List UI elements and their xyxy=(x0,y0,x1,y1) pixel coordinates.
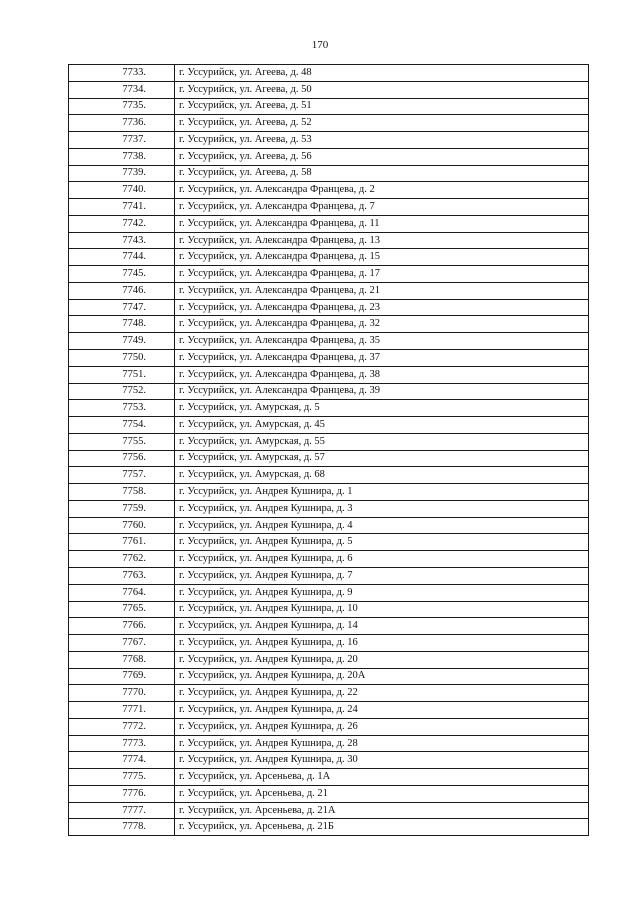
row-address: г. Уссурийск, ул. Андрея Кушнира, д. 5 xyxy=(175,534,589,551)
table-row xyxy=(69,769,589,786)
table-row xyxy=(69,98,589,115)
row-address: г. Уссурийск, ул. Александра Францева, д. 37 xyxy=(175,350,589,367)
row-address: г. Уссурийск, ул. Андрея Кушнира, д. 30 xyxy=(175,752,589,769)
row-number: 7756. xyxy=(69,450,175,467)
row-address: г. Уссурийск, ул. Андрея Кушнира, д. 24 xyxy=(175,702,589,719)
row-address: г. Уссурийск, ул. Амурская, д. 45 xyxy=(175,417,589,434)
table-row xyxy=(69,266,589,283)
row-number: 7749. xyxy=(69,333,175,350)
row-number: 7753. xyxy=(69,400,175,417)
row-number: 7777. xyxy=(69,802,175,819)
table-row xyxy=(69,433,589,450)
row-address: г. Уссурийск, ул. Андрея Кушнира, д. 3 xyxy=(175,500,589,517)
row-address: г. Уссурийск, ул. Агеева, д. 53 xyxy=(175,132,589,149)
row-address: г. Уссурийск, ул. Андрея Кушнира, д. 10 xyxy=(175,601,589,618)
row-number: 7751. xyxy=(69,366,175,383)
row-number: 7743. xyxy=(69,232,175,249)
row-address: г. Уссурийск, ул. Александра Францева, д. 35 xyxy=(175,333,589,350)
row-address: г. Уссурийск, ул. Андрея Кушнира, д. 7 xyxy=(175,567,589,584)
row-number: 7769. xyxy=(69,668,175,685)
row-number: 7778. xyxy=(69,819,175,836)
row-address: г. Уссурийск, ул. Андрея Кушнира, д. 28 xyxy=(175,735,589,752)
row-number: 7747. xyxy=(69,299,175,316)
row-address: г. Уссурийск, ул. Амурская, д. 57 xyxy=(175,450,589,467)
row-address: г. Уссурийск, ул. Александра Францева, д. 39 xyxy=(175,383,589,400)
row-address: г. Уссурийск, ул. Амурская, д. 5 xyxy=(175,400,589,417)
row-address: г. Уссурийск, ул. Андрея Кушнира, д. 20А xyxy=(175,668,589,685)
page-number: 170 xyxy=(311,39,329,51)
row-number: 7759. xyxy=(69,500,175,517)
row-address: г. Уссурийск, ул. Андрея Кушнира, д. 20 xyxy=(175,651,589,668)
row-address: г. Уссурийск, ул. Арсеньева, д. 21Б xyxy=(175,819,589,836)
table-row xyxy=(69,735,589,752)
row-number: 7755. xyxy=(69,433,175,450)
row-address: г. Уссурийск, ул. Александра Францева, д. 23 xyxy=(175,299,589,316)
row-number: 7758. xyxy=(69,484,175,501)
row-address: г. Уссурийск, ул. Александра Францева, д. 15 xyxy=(175,249,589,266)
row-address: г. Уссурийск, ул. Александра Францева, д. 2 xyxy=(175,182,589,199)
row-address: г. Уссурийск, ул. Александра Францева, д. 7 xyxy=(175,199,589,216)
table-row xyxy=(69,148,589,165)
table-row xyxy=(69,618,589,635)
table-row xyxy=(69,350,589,367)
row-number: 7742. xyxy=(69,215,175,232)
address-table-body xyxy=(69,65,589,836)
table-row xyxy=(69,366,589,383)
table-row xyxy=(69,316,589,333)
table-row xyxy=(69,567,589,584)
row-address: г. Уссурийск, ул. Андрея Кушнира, д. 22 xyxy=(175,685,589,702)
row-address: г. Уссурийск, ул. Александра Францева, д. 21 xyxy=(175,282,589,299)
table-row xyxy=(69,534,589,551)
row-address: г. Уссурийск, ул. Арсеньева, д. 1А xyxy=(175,769,589,786)
row-address: г. Уссурийск, ул. Агеева, д. 50 xyxy=(175,81,589,98)
table-row xyxy=(69,282,589,299)
row-address: г. Уссурийск, ул. Андрея Кушнира, д. 9 xyxy=(175,584,589,601)
table-row xyxy=(69,383,589,400)
row-address: г. Уссурийск, ул. Агеева, д. 48 xyxy=(175,65,589,82)
row-address: г. Уссурийск, ул. Агеева, д. 52 xyxy=(175,115,589,132)
row-address: г. Уссурийск, ул. Арсеньева, д. 21А xyxy=(175,802,589,819)
table-row xyxy=(69,115,589,132)
row-address: г. Уссурийск, ул. Андрея Кушнира, д. 16 xyxy=(175,635,589,652)
table-row xyxy=(69,752,589,769)
table-row xyxy=(69,551,589,568)
row-number: 7740. xyxy=(69,182,175,199)
row-address: г. Уссурийск, ул. Агеева, д. 56 xyxy=(175,148,589,165)
table-row xyxy=(69,299,589,316)
table-row xyxy=(69,400,589,417)
row-number: 7760. xyxy=(69,517,175,534)
table-row xyxy=(69,333,589,350)
row-address: г. Уссурийск, ул. Агеева, д. 51 xyxy=(175,98,589,115)
row-number: 7741. xyxy=(69,199,175,216)
table-row xyxy=(69,65,589,82)
row-address: г. Уссурийск, ул. Александра Францева, д. 17 xyxy=(175,266,589,283)
row-number: 7776. xyxy=(69,785,175,802)
row-number: 7733. xyxy=(69,65,175,82)
row-number: 7767. xyxy=(69,635,175,652)
table-row xyxy=(69,215,589,232)
row-number: 7739. xyxy=(69,165,175,182)
row-number: 7735. xyxy=(69,98,175,115)
table-row xyxy=(69,500,589,517)
table-row xyxy=(69,819,589,836)
row-number: 7744. xyxy=(69,249,175,266)
row-number: 7737. xyxy=(69,132,175,149)
row-address: г. Уссурийск, ул. Арсеньева, д. 21 xyxy=(175,785,589,802)
table-row xyxy=(69,584,589,601)
row-address: г. Уссурийск, ул. Александра Францева, д. 11 xyxy=(175,215,589,232)
row-number: 7768. xyxy=(69,651,175,668)
table-row xyxy=(69,802,589,819)
table-row xyxy=(69,165,589,182)
row-number: 7750. xyxy=(69,350,175,367)
row-address: г. Уссурийск, ул. Андрея Кушнира, д. 26 xyxy=(175,718,589,735)
row-number: 7774. xyxy=(69,752,175,769)
table-row xyxy=(69,232,589,249)
row-number: 7775. xyxy=(69,769,175,786)
table-row xyxy=(69,718,589,735)
row-number: 7764. xyxy=(69,584,175,601)
row-number: 7761. xyxy=(69,534,175,551)
row-number: 7762. xyxy=(69,551,175,568)
table-row xyxy=(69,601,589,618)
table-row xyxy=(69,484,589,501)
address-table xyxy=(68,64,589,836)
row-number: 7770. xyxy=(69,685,175,702)
row-number: 7754. xyxy=(69,417,175,434)
row-address: г. Уссурийск, ул. Андрея Кушнира, д. 4 xyxy=(175,517,589,534)
table-row xyxy=(69,668,589,685)
table-row xyxy=(69,249,589,266)
row-address: г. Уссурийск, ул. Андрея Кушнира, д. 6 xyxy=(175,551,589,568)
row-address: г. Уссурийск, ул. Амурская, д. 55 xyxy=(175,433,589,450)
table-row xyxy=(69,685,589,702)
row-number: 7771. xyxy=(69,702,175,719)
table-row xyxy=(69,635,589,652)
row-number: 7748. xyxy=(69,316,175,333)
table-row xyxy=(69,199,589,216)
row-address: г. Уссурийск, ул. Александра Францева, д. 13 xyxy=(175,232,589,249)
table-row xyxy=(69,517,589,534)
table-row xyxy=(69,81,589,98)
row-number: 7773. xyxy=(69,735,175,752)
row-number: 7772. xyxy=(69,718,175,735)
row-address: г. Уссурийск, ул. Александра Францева, д. 38 xyxy=(175,366,589,383)
row-number: 7752. xyxy=(69,383,175,400)
row-number: 7746. xyxy=(69,282,175,299)
table-row xyxy=(69,785,589,802)
row-address: г. Уссурийск, ул. Амурская, д. 68 xyxy=(175,467,589,484)
row-number: 7738. xyxy=(69,148,175,165)
table-row xyxy=(69,417,589,434)
table-row xyxy=(69,467,589,484)
table-row xyxy=(69,450,589,467)
row-number: 7736. xyxy=(69,115,175,132)
row-address: г. Уссурийск, ул. Андрея Кушнира, д. 1 xyxy=(175,484,589,501)
row-number: 7763. xyxy=(69,567,175,584)
table-row xyxy=(69,132,589,149)
row-address: г. Уссурийск, ул. Александра Францева, д. 32 xyxy=(175,316,589,333)
row-number: 7734. xyxy=(69,81,175,98)
row-number: 7745. xyxy=(69,266,175,283)
row-number: 7766. xyxy=(69,618,175,635)
table-row xyxy=(69,702,589,719)
row-address: г. Уссурийск, ул. Андрея Кушнира, д. 14 xyxy=(175,618,589,635)
table-row xyxy=(69,651,589,668)
table-row xyxy=(69,182,589,199)
row-number: 7757. xyxy=(69,467,175,484)
row-number: 7765. xyxy=(69,601,175,618)
row-address: г. Уссурийск, ул. Агеева, д. 58 xyxy=(175,165,589,182)
